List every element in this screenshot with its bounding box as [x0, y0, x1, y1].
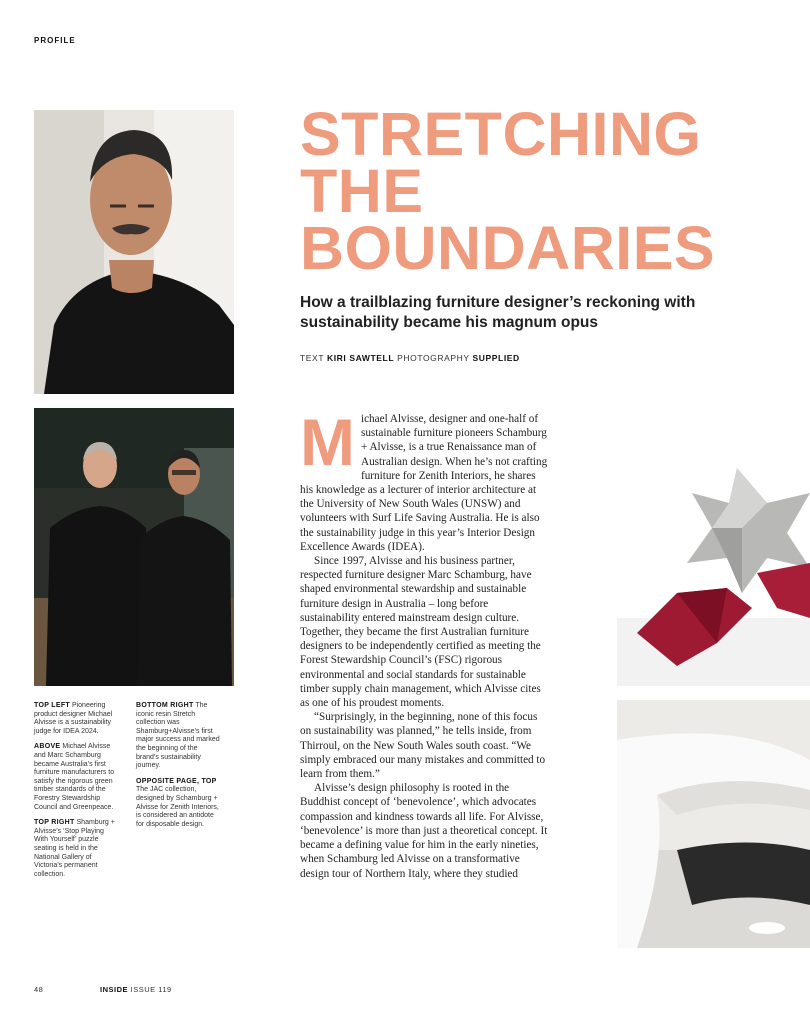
captions-left: [34, 702, 118, 886]
caption-text: Michael Alvisse and Marc Schamburg became Australia’s first furniture manufacturers to satisfy the rigorous green timber standards of the Forestry Stewardship Council and Greenpeace.: [34, 743, 115, 811]
body-paragraph: Since 1997, Alvisse and his business partner, respected furniture designer Marc Schamburg, have shaped environmental stewardship and sustainable furniture design in Australia – long before sustainability entered mainstream design culture. Together, they became the first Australian furniture designers to be independently certified as meeting the Forest Stewardship Council’s (FSC) rigorous environmental and social standards for sustainable timber supply chain management, which Alvisse cites as one of his proudest moments.: [300, 555, 541, 710]
caption-label: BOTTOM RIGHT: [136, 702, 194, 709]
title-line: BOUNDARIES: [300, 214, 716, 282]
magazine-footer: [100, 985, 172, 994]
magazine-name: INSIDE: [100, 985, 129, 994]
caption-label: OPPOSITE PAGE, TOP: [136, 777, 217, 785]
stretch-collection-photo: [617, 700, 810, 948]
duo-photo: [34, 408, 234, 686]
article-body: [300, 405, 548, 881]
caption-label: TOP LEFT: [34, 702, 70, 709]
puzzle-seating-photo: [617, 408, 810, 686]
caption-text: The JAC collection, designed by Schamburg + Alvisse for Zenith Interiors, is considered an antidote for disposable design.: [136, 786, 219, 828]
author-name: KIRI SAWTELL: [326, 353, 395, 363]
caption: [34, 819, 118, 879]
caption-label: TOP RIGHT: [34, 819, 75, 827]
page-number: 48: [34, 985, 44, 994]
drop-cap: M: [300, 405, 355, 479]
body-paragraph: Alvisse’s design philosophy is rooted in the Buddhist concept of ‘benevolence’, which advocates compassion and kindness towards all life. For Alvisse, ‘benevolence’ is more than just a theoretical concept. It became a defining value for him in the early nineties, when Schamburg led Alvisse on a transformative design tour of Northern Italy, where they studied: [300, 782, 548, 880]
caption-text: Pioneering product designer Michael Alvisse is a sustainability judge for IDEA 2024.: [34, 702, 113, 735]
article-subtitle: How a trailblazing furniture designer’s reckoning with sustainability became his magnum opus: [300, 294, 696, 331]
text-label: TEXT: [300, 353, 324, 363]
caption: [136, 778, 220, 830]
photo-label: PHOTOGRAPHY: [397, 353, 470, 363]
issue-number: ISSUE 119: [130, 985, 172, 994]
photographer-name: SUPPLIED: [472, 353, 520, 363]
body-paragraph: “Surprisingly, in the beginning, none of this focus on sustainability was planned,” he tells inside, from Thirroul, on the New South Wales south coast. “We simply embraced our many mistakes and committed to learn from them.”: [300, 711, 546, 781]
caption-text: Shamburg + Alvisse’s ‘Stop Playing With Yourself’ puzzle seating is held in the National Gallery of Victoria’s permanent collection.: [34, 819, 115, 878]
caption: [136, 702, 220, 771]
captions-right: [136, 702, 220, 836]
caption: [34, 702, 118, 736]
title-line: STRETCHING: [300, 100, 702, 168]
portrait-photo: [34, 110, 234, 394]
paragraph-text: ichael Alvisse, designer and one-half of sustainable furniture pioneers Schamburg + Alvisse, is a true Renaissance man of Australian design. When he’s not crafting furniture for Zenith Interiors, he shares his knowledge as a lecturer of interior architecture at the University of New South Wales (UNSW) and volunteers with Surf Life Saving Australia. He is also the sustainability judge in this year’s Interior Design Excellence Awards (IDEA).: [300, 413, 548, 553]
title-line: THE: [300, 157, 424, 225]
body-paragraph: [300, 405, 548, 554]
section-label: PROFILE: [34, 36, 76, 45]
caption-text: The iconic resin Stretch collection was Shamburg+Alvisse’s first major success and marked the beginning of the brand’s sustainability journey.: [136, 702, 220, 770]
caption: [34, 743, 118, 812]
caption-label: ABOVE: [34, 743, 61, 751]
article-credits: [300, 353, 520, 363]
article-title: [300, 100, 780, 282]
